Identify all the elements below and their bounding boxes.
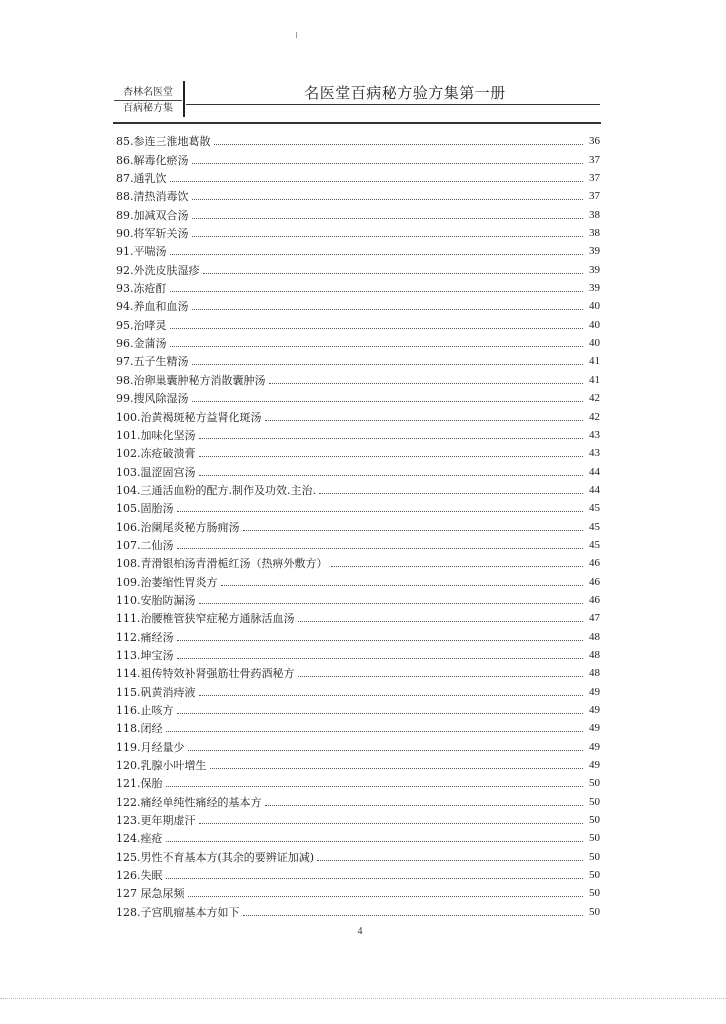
toc-entry-title: 89.加减双合汤 <box>116 208 189 222</box>
toc-entry-page: 49 <box>589 704 600 716</box>
toc-leader-dots <box>199 602 584 604</box>
toc-entry-page: 41 <box>589 373 600 386</box>
toc-entry <box>116 772 600 790</box>
toc-entry <box>116 497 600 515</box>
toc-entry <box>116 295 600 313</box>
toc-entry <box>116 387 600 405</box>
toc-entry-title: 110.安胎防漏汤 <box>116 593 196 607</box>
toc-entry-page: 50 <box>589 795 600 808</box>
toc-entry <box>116 882 600 900</box>
toc-entry-page: 39 <box>589 263 600 276</box>
toc-entry-page: 39 <box>589 282 600 295</box>
toc-leader-dots <box>221 584 584 586</box>
toc-entry-page: 38 <box>589 208 600 221</box>
toc-entry-page: 40 <box>589 318 600 331</box>
toc-entry-page: 44 <box>589 483 600 496</box>
toc-leader-dots <box>210 767 584 769</box>
toc-entry-title: 116.止咳方 <box>116 704 174 717</box>
toc-entry-page: 38 <box>589 227 600 240</box>
toc-entry-title: 88.清热消毒饮 <box>116 190 189 204</box>
toc-entry <box>116 424 600 442</box>
toc-entry <box>116 130 600 148</box>
toc-entry-page: 50 <box>589 777 600 790</box>
toc-entry <box>116 754 600 772</box>
toc-leader-dots <box>170 180 584 182</box>
page-number: 4 <box>357 926 363 937</box>
toc-entry-page: 50 <box>589 850 600 863</box>
toc-entry-title: 105.固胎汤 <box>116 502 174 516</box>
toc-leader-dots <box>331 565 584 567</box>
table-of-contents <box>116 130 600 919</box>
toc-entry <box>116 203 600 221</box>
toc-entry-title: 108.青滑银柏汤青滑栀红汤（热痹外敷方） <box>116 557 328 571</box>
toc-entry-page: 48 <box>589 667 600 680</box>
toc-entry-title: 102.冻疮破溃膏 <box>116 447 196 461</box>
toc-leader-dots <box>199 437 584 439</box>
toc-entry <box>116 258 600 276</box>
toc-entry-title: 125.男性不育基本方(其余的要辨证加减) <box>116 850 315 864</box>
toc-entry-title: 99.搜风除湿汤 <box>116 392 189 406</box>
toc-entry <box>116 479 600 497</box>
toc-leader-dots <box>177 547 584 549</box>
toc-entry-title: 119.月经量少 <box>116 740 185 754</box>
toc-entry-title: 128.子宫肌瘤基本方如下 <box>116 905 240 919</box>
toc-entry <box>116 350 600 368</box>
toc-entry <box>116 827 600 845</box>
toc-entry-page: 46 <box>589 557 600 570</box>
toc-entry-title: 120.乳腺小叶增生 <box>116 759 207 773</box>
toc-entry-title: 94.养血和血汤 <box>116 300 189 314</box>
toc-entry-page: 41 <box>589 355 600 368</box>
toc-entry <box>116 222 600 240</box>
toc-entry-page: 45 <box>589 538 600 551</box>
toc-entry <box>116 570 600 588</box>
page-header-title: 名医堂百病秘方验方集第一册 <box>304 84 506 102</box>
toc-entry-title: 96.金蒲汤 <box>116 337 167 351</box>
toc-entry-title: 126.失眠 <box>116 869 163 883</box>
toc-entry <box>116 460 600 478</box>
toc-entry-page: 48 <box>589 630 600 643</box>
toc-entry <box>116 607 600 625</box>
toc-leader-dots <box>192 308 584 310</box>
toc-leader-dots <box>199 455 584 457</box>
toc-leader-dots <box>177 639 584 641</box>
toc-entry-page: 47 <box>589 612 600 625</box>
toc-leader-dots <box>265 804 584 806</box>
toc-leader-dots <box>192 363 584 365</box>
toc-entry-page: 50 <box>589 869 600 882</box>
toc-entry-title: 97.五子生精汤 <box>116 355 189 369</box>
toc-leader-dots <box>199 822 584 824</box>
toc-entry-page: 43 <box>589 447 600 460</box>
toc-entry <box>116 240 600 258</box>
toc-entry-title: 92.外洗皮肤湿疹 <box>116 263 200 277</box>
toc-entry-title: 91.平喘汤 <box>116 245 167 259</box>
toc-entry <box>116 277 600 295</box>
toc-leader-dots <box>188 895 584 897</box>
toc-entry <box>116 332 600 350</box>
toc-entry <box>116 864 600 882</box>
toc-entry-title: 103.温涩固宫汤 <box>116 465 196 479</box>
toc-entry-title: 104.三通活血粉的配方.制作及功效.主治. <box>116 483 316 497</box>
toc-entry-page: 49 <box>589 722 600 735</box>
toc-leader-dots <box>199 474 584 476</box>
toc-entry-page: 50 <box>589 832 600 845</box>
toc-entry-title: 111.治腰椎管狭窄症秘方通脉活血汤 <box>116 612 295 626</box>
toc-leader-dots <box>265 419 584 421</box>
toc-entry-page: 45 <box>589 502 600 515</box>
book-short-title <box>114 86 182 115</box>
toc-entry-title: 93.冻疮酊 <box>116 282 167 296</box>
toc-entry-page: 40 <box>589 337 600 350</box>
toc-leader-dots <box>243 529 584 531</box>
toc-entry <box>116 680 600 698</box>
toc-entry-page: 37 <box>589 190 600 203</box>
toc-entry <box>116 589 600 607</box>
toc-leader-dots <box>170 345 584 347</box>
toc-leader-dots <box>298 620 584 622</box>
toc-entry-title: 123.更年期虚汗 <box>116 814 196 828</box>
toc-entry-title: 100.治黄褐斑秘方益肾化斑汤 <box>116 410 262 424</box>
header-divider-bar <box>183 81 185 117</box>
toc-entry-page: 42 <box>589 410 600 423</box>
toc-entry-title: 112.痛经汤 <box>116 630 174 644</box>
toc-leader-dots <box>166 840 584 842</box>
toc-leader-dots <box>269 382 584 384</box>
toc-entry <box>116 368 600 386</box>
toc-leader-dots <box>317 859 583 861</box>
toc-entry-page: 48 <box>589 648 600 661</box>
toc-entry <box>116 662 600 680</box>
toc-leader-dots <box>177 510 584 512</box>
toc-entry-page: 36 <box>589 135 600 148</box>
toc-leader-dots <box>166 785 584 787</box>
toc-entry <box>116 167 600 185</box>
toc-entry <box>116 185 600 203</box>
toc-entry-page: 43 <box>589 428 600 441</box>
toc-entry-page: 46 <box>589 575 600 588</box>
toc-leader-dots <box>298 675 584 677</box>
toc-entry-title: 121.保胎 <box>116 777 163 791</box>
toc-leader-dots <box>170 253 584 255</box>
book-short-title-line2: 百病秘方集 <box>114 100 182 115</box>
toc-entry-title: 86.解毒化瘀汤 <box>116 153 189 167</box>
toc-entry-title: 87.通乳饮 <box>116 172 167 186</box>
toc-entry-page: 37 <box>589 153 600 166</box>
toc-leader-dots <box>177 657 584 659</box>
toc-leader-dots <box>166 877 584 879</box>
toc-leader-dots <box>192 235 584 237</box>
toc-entry <box>116 148 600 166</box>
toc-entry <box>116 735 600 753</box>
toc-entry-title: 114.祖传特效补肾强筋壮骨药酒秘方 <box>116 667 295 681</box>
toc-entry <box>116 625 600 643</box>
toc-entry <box>116 845 600 863</box>
scan-artifact-mark <box>296 32 297 38</box>
toc-entry <box>116 313 600 331</box>
toc-entry <box>116 717 600 735</box>
toc-entry-page: 46 <box>589 593 600 606</box>
toc-entry <box>116 515 600 533</box>
header-underline <box>186 104 600 105</box>
toc-leader-dots <box>199 694 584 696</box>
toc-leader-dots <box>192 400 584 402</box>
toc-entry-page: 40 <box>589 300 600 313</box>
toc-leader-dots <box>170 290 584 292</box>
toc-entry <box>116 900 600 918</box>
toc-entry <box>116 405 600 423</box>
toc-entry <box>116 644 600 662</box>
toc-leader-dots <box>177 712 584 714</box>
toc-leader-dots <box>192 162 584 164</box>
toc-entry <box>116 534 600 552</box>
toc-leader-dots <box>192 217 584 219</box>
toc-top-rule <box>113 122 601 124</box>
toc-leader-dots <box>170 327 584 329</box>
toc-entry <box>116 552 600 570</box>
scan-bottom-edge <box>0 998 726 1000</box>
toc-leader-dots <box>243 914 584 916</box>
toc-leader-dots <box>214 143 584 145</box>
toc-entry-page: 49 <box>589 759 600 772</box>
toc-entry-page: 50 <box>589 905 600 918</box>
toc-entry-page: 49 <box>589 740 600 753</box>
toc-entry-title: 90.将军斩关汤 <box>116 227 189 241</box>
toc-entry-page: 45 <box>589 520 600 533</box>
toc-entry-title: 115.矾黄消痔液 <box>116 685 196 699</box>
toc-entry <box>116 809 600 827</box>
toc-entry-title: 122.痛经单纯性痛经的基本方 <box>116 795 262 809</box>
toc-entry-page: 50 <box>589 814 600 827</box>
toc-leader-dots <box>188 749 584 751</box>
toc-entry-title: 98.治卵巢囊肿秘方消散囊肿汤 <box>116 373 266 387</box>
toc-entry-title: 107.二仙汤 <box>116 538 174 552</box>
toc-entry <box>116 790 600 808</box>
toc-entry-page: 50 <box>589 887 600 900</box>
toc-entry-title: 85.参连三淮地葛散 <box>116 135 211 149</box>
toc-entry-page: 42 <box>589 392 600 405</box>
book-short-title-line1: 杏林名医堂 <box>123 87 173 98</box>
toc-entry-title: 113.坤宝汤 <box>116 648 174 662</box>
toc-entry-title: 124.痤疮 <box>116 832 163 846</box>
toc-entry-page: 49 <box>589 685 600 698</box>
toc-entry-title: 127 尿急尿频 <box>116 887 185 901</box>
toc-entry <box>116 699 600 717</box>
toc-leader-dots <box>192 198 584 200</box>
toc-leader-dots <box>319 492 583 494</box>
toc-entry-page: 37 <box>589 172 600 185</box>
toc-leader-dots <box>203 272 584 274</box>
toc-entry-page: 44 <box>589 465 600 478</box>
toc-leader-dots <box>166 730 584 732</box>
toc-entry-page: 39 <box>589 245 600 258</box>
toc-entry-title: 95.治哮灵 <box>116 318 167 332</box>
toc-entry-title: 118.闭经 <box>116 722 163 736</box>
toc-entry-title: 109.治萎缩性胃炎方 <box>116 575 218 589</box>
toc-entry-title: 101.加味化坚汤 <box>116 428 196 442</box>
toc-entry-title: 106.治阑尾炎秘方肠痈汤 <box>116 520 240 534</box>
toc-entry <box>116 442 600 460</box>
